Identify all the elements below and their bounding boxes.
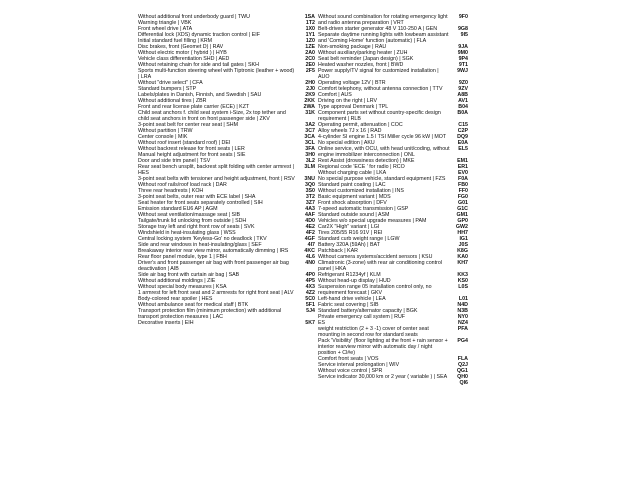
option-code: 2H0 — [305, 80, 315, 86]
option-code: QI6 — [459, 380, 468, 386]
option-code: 2WA — [303, 104, 315, 110]
option-description: Front and rear license plate carrier (ECE) | KZT — [138, 104, 250, 110]
option-code: A8B — [457, 92, 468, 98]
option-description: Non-smoking package | RAU — [318, 44, 387, 50]
option-description: Left-hand drive vehicle | LEA — [318, 296, 386, 302]
option-code: 4I7 — [307, 242, 315, 248]
options-column-right — [318, 14, 468, 386]
option-description: Sports multi-function steering wheel with Tiptronic (leather + wood) | LRA — [138, 68, 295, 80]
option-description: Basic equipment variant | MDS — [318, 194, 391, 200]
option-code: GM1 — [456, 212, 468, 218]
option-code: 3Z7 — [305, 200, 315, 206]
option-code: N4D — [457, 302, 468, 308]
option-code: 2K9 — [305, 92, 315, 98]
option-code: 4N0 — [305, 260, 315, 266]
option-code: N3B — [457, 308, 468, 314]
option-description: 3-point seat belt for center rear seat | SHM — [138, 122, 239, 128]
option-description: Without additional front underbody guard | TWU — [138, 14, 250, 20]
option-description: Online service, with OCU, with head unit/coding, without engine immobilizer interconnection | ONL — [318, 146, 450, 158]
option-description: Tires 205/55 R16 91V | REI — [318, 230, 383, 236]
option-description: Without roof rails/roof load rack | DAR — [138, 182, 227, 188]
option-code: 9P4 — [458, 56, 468, 62]
option-description: Side and rear windows in heat-insulating/glass | SEF — [138, 242, 262, 248]
option-code: AV1 — [458, 98, 468, 104]
option-description: Warning triangle | VBK — [138, 20, 192, 26]
option-description: Standard curb weight range | LGW — [318, 236, 400, 242]
option-row — [138, 320, 315, 326]
option-code: 9WJ — [457, 68, 468, 74]
option-row — [138, 68, 315, 80]
option-code: 9F0 — [458, 14, 468, 20]
option-code: 2KK — [304, 98, 315, 104]
option-row — [138, 260, 315, 272]
option-code: 9ZV — [458, 86, 468, 92]
option-code: 4F2 — [305, 230, 315, 236]
option-description: Driving on the right | LRV — [318, 98, 377, 104]
option-description: Door and side trim panel | TSV — [138, 158, 211, 164]
option-row — [138, 164, 315, 176]
option-code: FB0 — [457, 182, 468, 188]
option-description: Without seat ventilation/massage seat | SIB — [138, 212, 241, 218]
option-code: 4AF — [304, 212, 315, 218]
option-code: 2C0 — [305, 56, 315, 62]
option-description: weight restriction (2 + 3 -1) cover of center seat mounting in second row for standard seats — [318, 326, 429, 338]
option-description: Front wheel drive | ATA — [138, 26, 193, 32]
option-description: Tailgate/trunk lid unlocking from outside | SDH — [138, 218, 247, 224]
option-code: Q2J — [457, 362, 468, 368]
option-code: 1ZE — [305, 44, 315, 50]
option-description: Without special body measures | KSA — [138, 284, 227, 290]
option-code: E0A — [457, 140, 468, 146]
option-code: NZ4 — [457, 320, 468, 326]
option-code: L01 — [458, 296, 468, 302]
option-row — [318, 338, 468, 356]
option-code: NY0 — [457, 314, 468, 320]
option-code: 4E2 — [305, 224, 315, 230]
option-code: 3Q0 — [304, 182, 315, 188]
option-description: Operating voltage 12V | BTR — [318, 80, 386, 86]
option-code: 5J4 — [306, 308, 315, 314]
option-description: Comfort front seats | VOS — [318, 356, 379, 362]
option-description: Without customized installation | INS — [318, 188, 404, 194]
option-code: EL5 — [458, 146, 468, 152]
option-code: PG4 — [457, 338, 468, 344]
option-code: 3L2 — [305, 158, 315, 164]
option-description: Without voice control | SPR — [318, 368, 383, 374]
option-code: 9G8 — [457, 26, 468, 32]
option-description: Central locking system 'Keyless-Go' no deadlock | TKV — [138, 236, 267, 242]
option-code: FG0 — [457, 194, 468, 200]
option-description: Disc brakes, front (Geomet D) | RAV — [138, 44, 224, 50]
option-code: GP0 — [457, 218, 468, 224]
option-code: 3S0 — [305, 188, 315, 194]
option-code: PFA — [457, 326, 468, 332]
option-description: Front shock absorption | DFV — [318, 200, 387, 206]
option-code: 4Z2 — [305, 290, 315, 296]
option-description: Car2X "High" variant | LGI — [318, 224, 380, 230]
option-code: 31K — [305, 110, 315, 116]
option-description: Regional code 'ECE ' for radio | RCO — [318, 164, 405, 170]
option-row — [318, 374, 468, 380]
option-code: B0A — [457, 110, 468, 116]
option-description: Service interval prolongation | WIV — [318, 362, 400, 368]
option-row — [318, 260, 468, 272]
option-row — [318, 380, 468, 386]
option-code: 3FA — [305, 146, 315, 152]
option-description: Pack 'Visibility' (floor lighting at the front + rain sensor + interior rearview mirror with automatic day / night position + Cl#e) — [318, 338, 448, 356]
option-description: Without ambulance seat for medical staff | BTK — [138, 302, 249, 308]
option-row — [318, 326, 468, 338]
option-description: ES — [318, 320, 326, 326]
option-code: 4GF — [304, 236, 315, 242]
option-code: 3A2 — [305, 122, 315, 128]
option-description: Private emergency call system | RUF — [318, 314, 406, 320]
option-code: 4L6 — [305, 254, 315, 260]
option-code: 1T2 — [305, 20, 315, 26]
option-description: Seat heater for front seats separately controlled | SIH — [138, 200, 263, 206]
option-code: FLA — [457, 356, 468, 362]
option-code: 2E0 — [305, 62, 315, 68]
option-description: Center console | MIK — [138, 134, 188, 140]
option-description: Refrigerant R1234yf | KLM — [318, 272, 381, 278]
option-code: G01 — [457, 200, 468, 206]
option-description: Labels/plates in Danish, Finnish, and Swedish | SAU — [138, 92, 262, 98]
option-code: 5C0 — [305, 296, 315, 302]
option-description: 4-cylinder SI engine 1.5 l TSI Miller cycle 96 kW | MOT — [318, 134, 447, 140]
option-code: 2J0 — [306, 86, 315, 92]
option-description: Emission standard EU6 AP | AGM — [138, 206, 218, 212]
option-description: Comfort telephony, without antenna connection | TTV — [318, 86, 443, 92]
option-description: Standard outside sound | ASM — [318, 212, 390, 218]
option-description: 7-speed automatic transmission | GSP — [318, 206, 409, 212]
option-description: Storage tray left and right front row of seats | SVK — [138, 224, 255, 230]
option-code: G1C — [457, 206, 468, 212]
option-description: Comfort | AUS — [318, 92, 352, 98]
option-description: Decorative inserts | EIH — [138, 320, 194, 326]
option-code: EM1 — [457, 158, 468, 164]
option-code: KA0 — [457, 254, 468, 260]
option-code: 2F5 — [305, 68, 315, 74]
option-code: QH0 — [457, 374, 468, 380]
option-code: 1Y1 — [305, 32, 315, 38]
option-code: 3CL — [304, 140, 315, 146]
option-description: 1 armrest for left front seat and 2 armrests for right front seat | ALV — [138, 290, 294, 296]
option-code: 3C7 — [305, 128, 315, 134]
option-description: Initial standard fuel filling | KRM — [138, 38, 213, 44]
option-description: Transport protection film (minimum protection) with additional transport protection measures | LAC — [138, 308, 282, 320]
option-row — [318, 68, 468, 80]
option-description: Component parts set without country-specific design requirement | RLB — [318, 110, 441, 122]
option-code: 4P5 — [305, 278, 315, 284]
option-code: 9I5 — [460, 32, 468, 38]
option-code: 3LM — [304, 164, 315, 170]
option-description: Child seat anchors f. child seat system i-Size, 2x top tether and child seat anchors in front on front passenger side | ZKV — [138, 110, 286, 122]
option-code: J0S — [458, 242, 468, 248]
option-description: Manual height adjustment for front seats | SIE — [138, 152, 246, 158]
option-description: Belt-driven starter generator 48 V 110-250 A | GEN — [318, 26, 438, 32]
option-code: 5F1 — [305, 302, 315, 308]
option-description: Without partition | TRW — [138, 128, 193, 134]
option-description: Without retaining chain for side and tail gates | SKH — [138, 62, 259, 68]
option-description: Alloy wheels 7J x 16 | RAD — [318, 128, 382, 134]
option-row — [318, 110, 468, 122]
option-description: Type approval Denmark | TPL — [318, 104, 389, 110]
option-description: Rear seat bench unsplit, backrest split folding with center armrest | HES — [138, 164, 294, 176]
option-description: Operating permit, attenuation | COC — [318, 122, 403, 128]
option-code: EV0 — [457, 170, 468, 176]
option-description: Without charging cable | LKA — [318, 170, 387, 176]
option-description: Without auxiliary/parking heater | ZUH — [318, 50, 408, 56]
option-code: 4X3 — [305, 284, 315, 290]
option-row — [138, 110, 315, 122]
option-description: No special edition | AKU — [318, 140, 375, 146]
option-code: KS0 — [457, 278, 468, 284]
option-code: 1Z0 — [305, 38, 315, 44]
option-code: 1X0 — [305, 26, 315, 32]
option-description: Vehicle class differentiation SHD | AED — [138, 56, 230, 62]
option-description: Seat belt reminder (Japan design) | SGK — [318, 56, 414, 62]
option-code: 1SA — [304, 14, 315, 20]
option-row — [318, 14, 468, 26]
option-description: Side air bag front with curtain air bag | SAB — [138, 272, 240, 278]
options-column-left — [138, 14, 315, 326]
option-description: Standard bumpers | STP — [138, 86, 197, 92]
option-description: Driver's and front passenger air bag with front passenger air bag deactivation | AIB — [138, 260, 289, 272]
option-code: 9T1 — [458, 62, 468, 68]
option-description: Without roof insert (standard roof) | DEI — [138, 140, 231, 146]
option-description: Battery 320A (59Ah) | BAT — [318, 242, 380, 248]
option-code: L0S — [458, 284, 468, 290]
option-code: FF0 — [458, 188, 468, 194]
option-description: Separate daytime running lights with lowbeam assistant and 'Coming Home' function (automatic) | FLA — [318, 32, 449, 44]
option-code: 4D0 — [305, 218, 315, 224]
option-code: F0A — [457, 176, 468, 182]
option-code: C15 — [458, 122, 468, 128]
option-description: Without backrest release for front seats | LER — [138, 146, 245, 152]
option-code: 9M0 — [457, 50, 468, 56]
option-code: C2P — [457, 128, 468, 134]
option-description: Without additional moldings | ZIE — [138, 278, 216, 284]
option-code: QG1 — [456, 368, 468, 374]
option-row — [318, 284, 468, 296]
option-description: Climatronic (3-zone) with rear air conditioning control panel | HKA — [318, 260, 442, 272]
option-description: Standard battery/alternator capacity | BGK — [318, 308, 418, 314]
option-code: 3CA — [304, 134, 315, 140]
option-code: B04 — [458, 104, 468, 110]
option-description: 3-point seat belts with tensioner and height adjustment, front | RSV — [138, 176, 295, 182]
option-description: Windshield in heat-insulating glass | WSS — [138, 230, 236, 236]
option-description: Breakaway interior rear view mirror, automatically dimming | IRS — [138, 248, 289, 254]
option-description: Without "drive select" | CFA — [138, 80, 203, 86]
option-code: ER1 — [457, 164, 468, 170]
option-code: GW2 — [455, 224, 468, 230]
option-code: 3T2 — [305, 194, 315, 200]
option-description: Patchback | KAR — [318, 248, 358, 254]
option-description: Rear floor panel module, type 1 | FBH — [138, 254, 227, 260]
option-code: 3NU — [304, 176, 315, 182]
option-description: Power supply/TV signal for customized installation | AUO — [318, 68, 439, 80]
option-description: Differential lock (XDS) dynamic traction control | EIF — [138, 32, 260, 38]
option-row — [318, 32, 468, 44]
option-code: 2A0 — [305, 50, 315, 56]
option-description: Without additional tires | ZBR — [138, 98, 207, 104]
option-description: Standard paint coating | LAC — [318, 182, 386, 188]
option-code: DQ9 — [457, 134, 468, 140]
option-description: Service indicator 30,000 km or 2 year ( variable ) | SEA — [318, 374, 448, 380]
option-description: Without electric motor ( hybrid ) | HYB — [138, 50, 227, 56]
option-code: KH7 — [457, 260, 468, 266]
option-code: 3H0 — [305, 152, 315, 158]
option-description: Three rear headrests | KOH — [138, 188, 204, 194]
option-description: Suspension range 05 installation control only, no requirement forecast | GKV — [318, 284, 432, 296]
option-code: K8G — [457, 248, 468, 254]
option-description: Without head-up display | HUD — [318, 278, 391, 284]
option-code: HH7 — [457, 230, 468, 236]
option-description: Heated washer nozzles, front | BWD — [318, 62, 404, 68]
option-code: 4A3 — [305, 206, 315, 212]
option-code: 9JA — [458, 44, 468, 50]
option-description: Without camera systems/accident sensors | KSU — [318, 254, 433, 260]
option-description: Body-colored rear spoiler | HES — [138, 296, 213, 302]
option-row — [138, 308, 315, 320]
option-row — [318, 146, 468, 158]
option-code: KK3 — [457, 272, 468, 278]
option-code: IG1 — [459, 236, 468, 242]
option-description: Vehicles w/o special upgrade measures | PAM — [318, 218, 427, 224]
option-description: Without sound combination for rotating emergency light and radio antenna preparation | VRT — [318, 14, 448, 26]
option-code: 5K7 — [305, 320, 315, 326]
option-description: Rest Assist (drowsiness detection) | MKE — [318, 158, 415, 164]
option-description: Fabric seat covering | SIB — [318, 302, 379, 308]
option-description: 3-point seat belts, outer rear with ECE label | SHA — [138, 194, 256, 200]
option-code: 4KC — [304, 248, 315, 254]
option-code: 9Z0 — [458, 80, 468, 86]
option-description: No special purpose vehicle, standard equipment | FZS — [318, 176, 446, 182]
option-code: 4P0 — [305, 272, 315, 278]
